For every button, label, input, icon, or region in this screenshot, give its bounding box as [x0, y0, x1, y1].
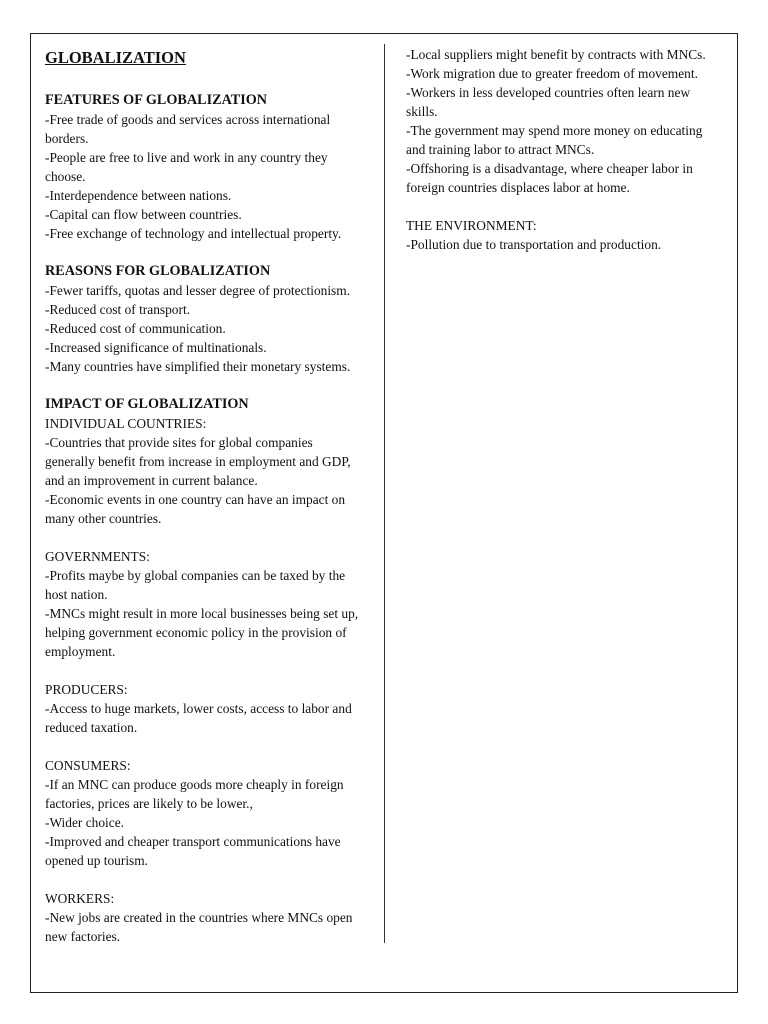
producers-item: -Access to huge markets, lower costs, access to labor and reduced taxation.	[45, 701, 352, 735]
workers-label: WORKERS:	[45, 891, 115, 906]
reason-item: -Reduced cost of transport.	[45, 302, 191, 317]
consumers-label: CONSUMERS:	[45, 758, 131, 773]
column-divider	[384, 44, 385, 943]
reason-item: -Fewer tariffs, quotas and lesser degree of protectionism.	[45, 283, 351, 298]
workers-item: -Workers in less developed countries often learn new skills.	[406, 85, 691, 119]
governments-label: GOVERNMENTS:	[45, 549, 150, 564]
workers-item: -The government may spend more money on educating and training labor to attract MNCs.	[406, 123, 703, 157]
workers-item: -New jobs are created in the countries where MNCs open new factories.	[45, 910, 353, 944]
consumers-item: -Improved and cheaper transport communications have opened up tourism.	[45, 834, 341, 868]
governments-item: -Profits maybe by global companies can be taxed by the host nation.	[45, 568, 346, 602]
reason-item: -Reduced cost of communication.	[45, 321, 226, 336]
consumers-item: -If an MNC can produce goods more cheaply in foreign factories, prices are likely to be lower.,	[45, 777, 344, 811]
feature-item: -Free trade of goods and services across international borders.	[45, 112, 331, 146]
reasons-heading: REASONS FOR GLOBALIZATION	[45, 263, 271, 279]
individual-countries-item: -Countries that provide sites for global companies generally benefit from increase in employment and GDP, and an improvement in current balance.	[45, 435, 351, 488]
individual-countries-label: INDIVIDUAL COUNTRIES:	[45, 416, 207, 431]
reason-item: -Many countries have simplified their monetary systems.	[45, 359, 351, 374]
workers-item: -Work migration due to greater freedom of movement.	[406, 66, 698, 81]
producers-label: PRODUCERS:	[45, 682, 128, 697]
governments-item: -MNCs might result in more local businesses being set up, helping government economic policy in the provision of employment.	[45, 606, 359, 659]
environment-item: -Pollution due to transportation and production.	[406, 237, 662, 252]
feature-item: -People are free to live and work in any country they choose.	[45, 150, 328, 184]
consumers-item: -Wider choice.	[45, 815, 125, 830]
impact-heading: IMPACT OF GLOBALIZATION	[45, 396, 249, 412]
document-title: GLOBALIZATION	[45, 48, 186, 67]
workers-item: -Local suppliers might benefit by contracts with MNCs.	[406, 47, 706, 62]
feature-item: -Interdependence between nations.	[45, 188, 232, 203]
features-heading: FEATURES OF GLOBALIZATION	[45, 92, 268, 108]
right-column	[406, 45, 724, 254]
left-column	[45, 47, 365, 946]
feature-item: -Free exchange of technology and intellectual property.	[45, 226, 342, 241]
individual-countries-item: -Economic events in one country can have an impact on many other countries.	[45, 492, 346, 526]
workers-item: -Offshoring is a disadvantage, where cheaper labor in foreign countries displaces labor at home.	[406, 161, 693, 195]
environment-label: THE ENVIRONMENT:	[406, 218, 537, 233]
reason-item: -Increased significance of multinationals.	[45, 340, 267, 355]
feature-item: -Capital can flow between countries.	[45, 207, 242, 222]
